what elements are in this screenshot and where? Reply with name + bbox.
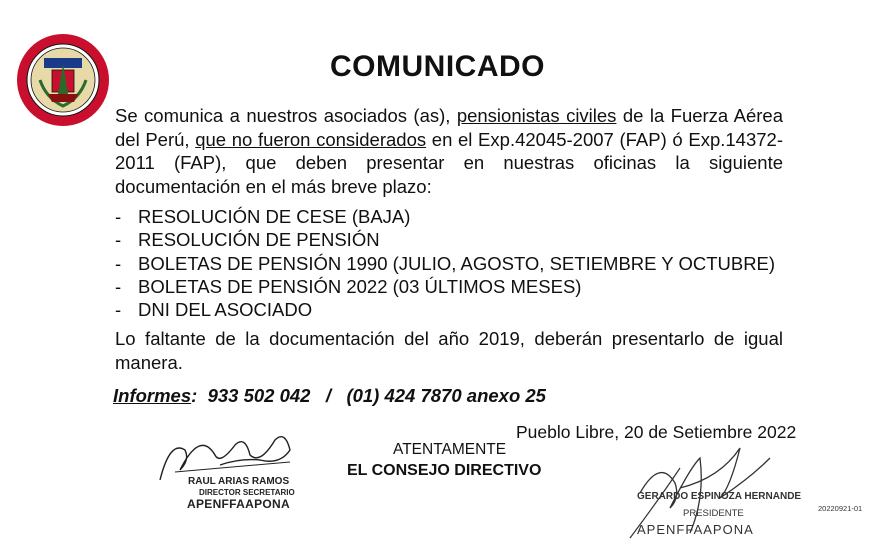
signer-1-role: DIRECTOR SECRETARIO bbox=[199, 488, 295, 497]
signer-2-org: APENFFAAPONA bbox=[637, 522, 754, 537]
list-item: - DNI DEL ASOCIADO bbox=[115, 299, 313, 321]
signer-2-role: PRESIDENTE bbox=[683, 508, 744, 519]
intro-text-2: de la Fuerza Aérea del Perú, bbox=[115, 105, 783, 150]
list-item: - RESOLUCIÓN DE CESE (BAJA) bbox=[115, 206, 411, 227]
signer-1-org: APENFFAAPONA bbox=[187, 497, 290, 511]
contact-info bbox=[113, 385, 546, 407]
intro-text-1: Se comunica a nuestros asociados (as), bbox=[115, 105, 457, 126]
informes-label: Informes bbox=[113, 385, 192, 406]
apenffaapona-emblem-icon bbox=[14, 28, 112, 132]
list-item: - BOLETAS DE PENSIÓN 2022 (03 ÚLTIMOS MESES) bbox=[115, 275, 582, 297]
intro-underlined-1: pensionistas civiles bbox=[456, 105, 617, 126]
closing: ATENTAMENTE bbox=[393, 441, 507, 458]
intro-paragraph bbox=[115, 104, 783, 198]
reference-code: 20220921-01 bbox=[818, 504, 863, 513]
place-date: Pueblo Libre, 20 de Setiembre 2022 bbox=[516, 422, 797, 442]
page-title: COMUNICADO bbox=[330, 50, 545, 83]
list-item: - BOLETAS DE PENSIÓN 1990 (JULIO, AGOSTO, SETIEMBRE Y OCTUBRE) bbox=[115, 252, 776, 274]
documents-list bbox=[115, 205, 775, 321]
intro-underlined-2: que no fueron considerados bbox=[195, 128, 427, 150]
council-name: EL CONSEJO DIRECTIVO bbox=[347, 462, 542, 479]
intro-text-3: en el Exp.42045-2007 (FAP) ó Exp.14372-2011 (FAP), que deben presentar en nuestras oficinas la siguiente documentación en el más breve plazo: bbox=[115, 128, 783, 197]
signer-1-name: RAUL ARIAS RAMOS bbox=[188, 476, 290, 487]
informes-text: : 933 502 042 / (01) 424 7870 anexo 25 bbox=[191, 385, 546, 406]
note-paragraph: Lo faltante de la documentación del año 2019, deberán presentarlo de igual manera. bbox=[115, 328, 783, 373]
list-item: - RESOLUCIÓN DE PENSIÓN bbox=[115, 229, 380, 251]
signer-2-name: GERARDO ESPINOZA HERNANDE bbox=[637, 491, 802, 502]
